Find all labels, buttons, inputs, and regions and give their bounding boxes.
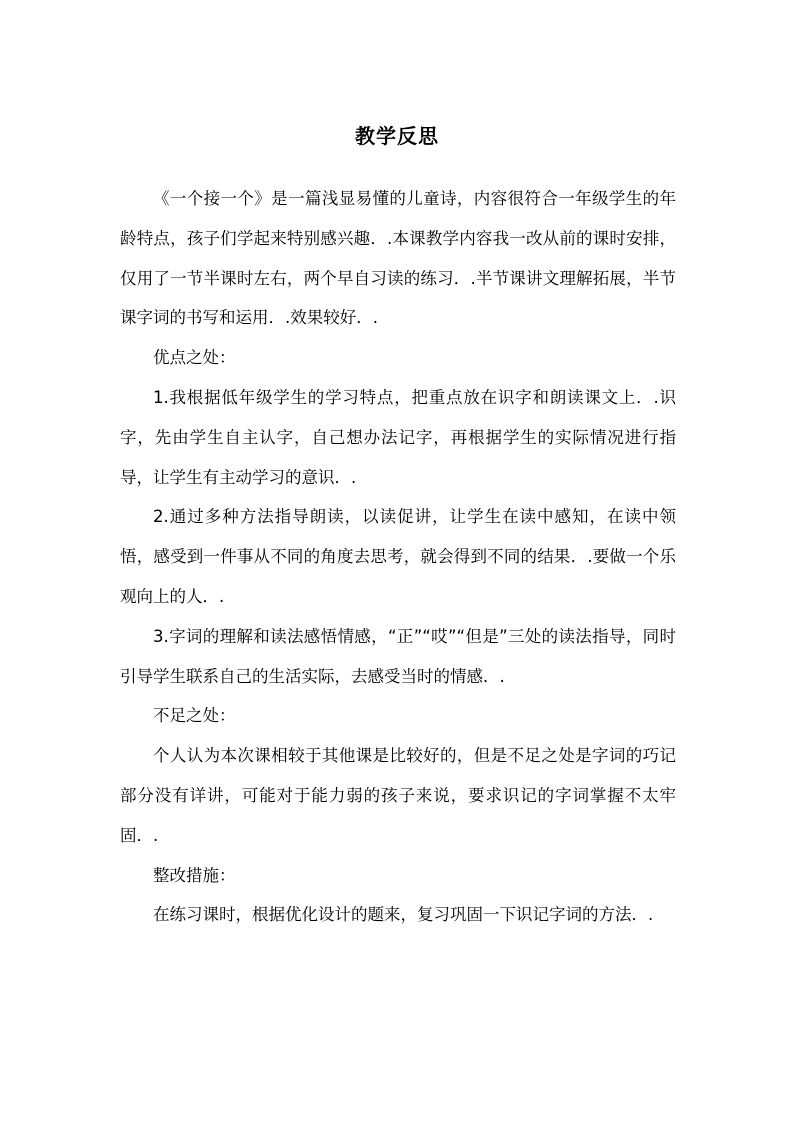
heading-shortcomings: 不足之处： — [153, 706, 236, 726]
heading-improvements: 整改措施： — [153, 865, 236, 885]
paragraph-advantage-1: 1.我根据低年级学生的学习特点，把重点放在识字和朗读课文上．.识字，先由学生自主认字，自己想办法记字，再根据学生的实际情况进行指导，让学生有主动学习的意识．. — [120, 387, 676, 487]
page-title: 教学反思 — [355, 124, 439, 148]
paragraph-improvements: 在练习课时，根据优化设计的题来，复习巩固一下识记字词的方法．. — [153, 905, 654, 925]
document-body — [120, 179, 676, 935]
paragraph-advantage-3: 3.字词的理解和读法感悟情感，“正”“哎”“但是”三处的读法指导，同时引导学生联系自己的生活实际，去感受当时的情感．. — [120, 626, 676, 686]
paragraph-intro: 《一个接一个》是一篇浅显易懂的儿童诗，内容很符合一年级学生的年龄特点，孩子们学起来特别感兴趣．.本课教学内容我一改从前的课时安排，仅用了一节半课时左右，两个早自习读的练习．.半节课讲文理解拓展，半节课字词的书写和运用．.效果较好．. — [120, 189, 676, 328]
heading-advantages: 优点之处： — [153, 348, 236, 368]
paragraph-shortcomings: 个人认为本次课相较于其他课是比较好的，但是不足之处是字词的巧记部分没有详讲，可能对于能力弱的孩子来说，要求识记的字词掌握不太牢固．. — [120, 746, 676, 845]
paragraph-advantage-2: 2.通过多种方法指导朗读，以读促讲，让学生在读中感知，在读中领悟，感受到一件事从不同的角度去思考，就会得到不同的结果．.要做一个乐观向上的人．. — [120, 507, 676, 606]
